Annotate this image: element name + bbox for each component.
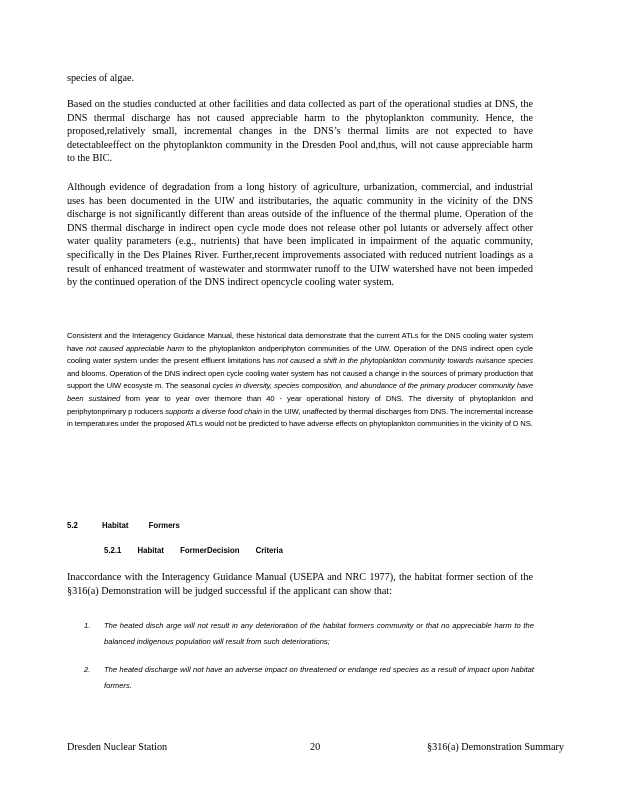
paragraph-4 — [67, 330, 533, 431]
p4-emph-h: supports a diverse food chain — [165, 406, 262, 416]
subsection-number: 5.2.1 — [104, 546, 122, 555]
subsection-title: Habitat FormerDecision Criteria — [137, 546, 283, 555]
section-number: 5.2 — [67, 521, 78, 530]
list-item-number: 2. — [84, 665, 91, 674]
p4-text-g: from year to year over themore than 40 - year operational history of DNS. The diversity of phytoplankton and periphytonprimary p roducers — [67, 393, 533, 416]
p4-emph-d: not caused a shift in the phytoplankton community towards nuisance species — [277, 356, 534, 366]
list-item-text: The heated discharge will not have an adverse impact on threatened or endange red species as a result of impact upon habitat formers. — [104, 665, 534, 690]
p4-emph-b: not caused appreciable harm — [86, 343, 185, 353]
p4-text-c: to the phytoplankton andperiphyton communities of the UIW. Operation of the DNS indirect open cycle cooling water system under the present effluent limitations has — [67, 343, 533, 366]
criteria-list — [84, 618, 534, 694]
paragraph-5: Inaccordance with the Interagency Guidance Manual (USEPA and NRC 1977), the habitat former section of the §316(a) Demonstration will be judged successful if the applicant can show that: — [67, 572, 533, 597]
section-heading-5-2 — [67, 521, 180, 530]
page-number: 20 — [310, 742, 321, 753]
list-item-number: 1. — [84, 621, 91, 630]
paragraph-3: Although evidence of degradation from a long history of agriculture, urbanization, commercial, and industrial uses has been documented in the UIW and itstributaries, the aquatic community in the vicinity of the DNS discharge is not significantly different than areas outside of the influence of the thermal plume. Operation of the DNS thermal discharge in indirect open cycle mode does not release other pol lutants or adversely affect other water quality parameters (e.g., nutrients) that have been implicated in impairment of the aquatic community, specifically in the Des Plaines River. Further,recent improvements associated with reduced nutrient loadings as a result of enhanced treatment of wastewater and stormwater runoff to the UIW watershed have not been impeded by the continued operation of the DNS indirect opencycle cooling water system. — [67, 182, 533, 289]
list-item — [84, 618, 534, 650]
p4-text-e: and blooms. Operation of the DNS indirect open cycle cooling water system has not caused a change in the sources of primary production that support the UIW ecosyste m. The seasonal — [67, 368, 533, 391]
paragraph-2: Based on the studies conducted at other facilities and data collected as part of the operational studies at DNS, the DNS thermal discharge has not caused appreciable harm to the phytoplankton community. Hence, the proposed,relatively small, incremental changes in the DNS’s thermal limits are not expected to have detectableeffect on the phytoplankton community in the Dresden Pool and,thus, will not cause appreciable harm to the BIC. — [67, 99, 533, 165]
p4-text-i: in the UIW, unaffected by thermal discharges from DNS. The incremental increase in temperatures under the proposed ATLs would not be predicted to have adverse effects on phytoplankton communities in the vicinity of D NS. — [67, 406, 533, 429]
footer-left: Dresden Nuclear Station — [67, 742, 168, 753]
page-footer — [67, 742, 564, 756]
p4-emph-f: cycles in diversity, species composition, and abundance of the primary producer community have been sustained — [67, 381, 533, 403]
section-heading-5-2-1 — [104, 546, 283, 555]
p4-text-a: Consistent and the Interagency Guidance Manual, these historical data demonstrate that the current ATLs for the DNS cooling water system have — [67, 331, 533, 353]
list-item-text: The heated disch arge will not result in any deterioration of the habitat formers community or that no appreciable harm to the balanced indigenous population will result from such deteriorations; — [104, 621, 534, 646]
section-title: Habitat Formers — [102, 521, 180, 530]
list-item — [84, 662, 534, 694]
footer-right: §316(a) Demonstration Summary — [427, 742, 564, 753]
paragraph-1: species of algae. — [67, 73, 135, 84]
